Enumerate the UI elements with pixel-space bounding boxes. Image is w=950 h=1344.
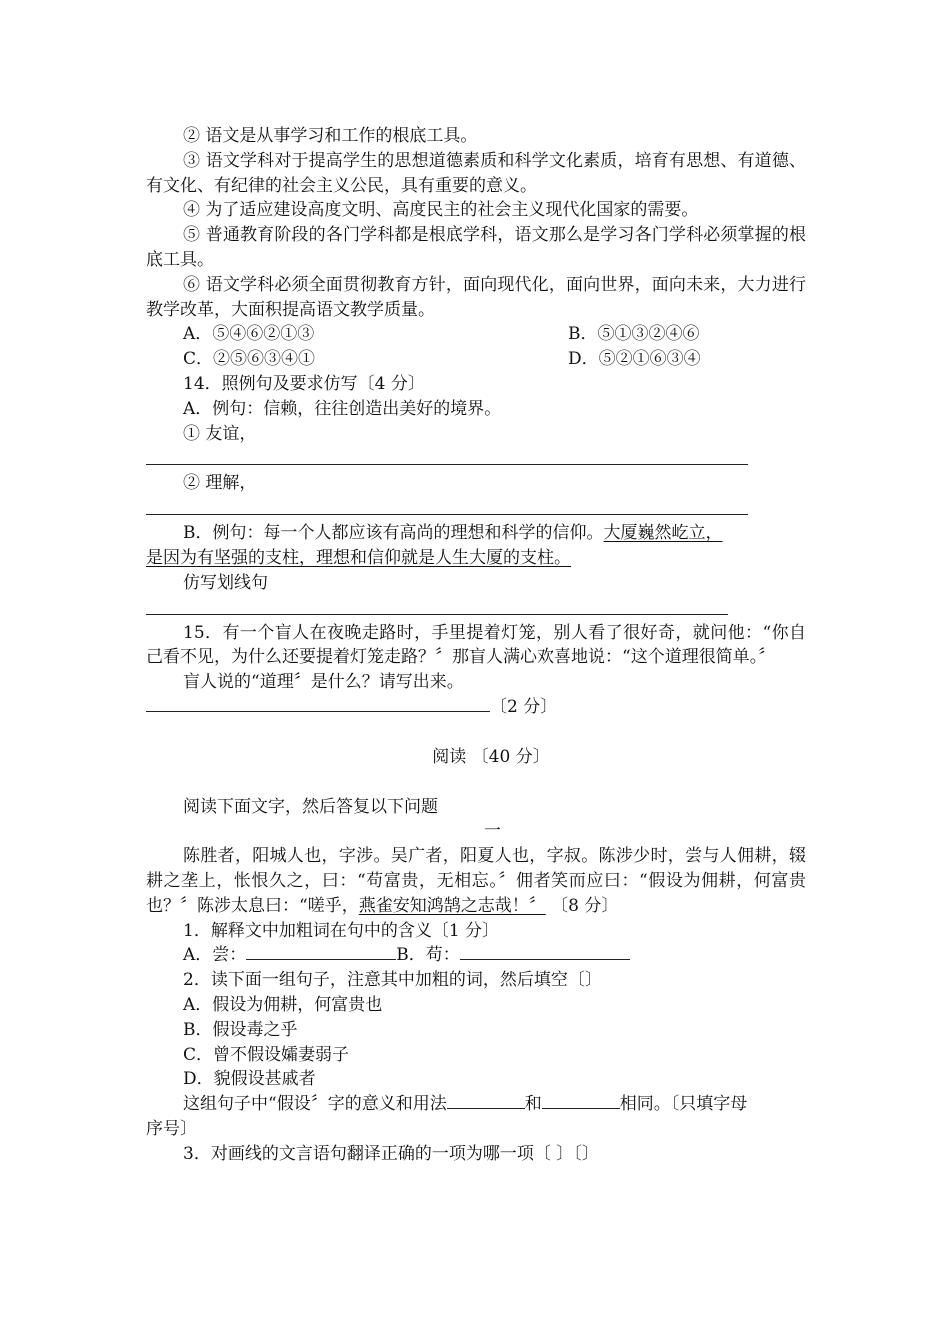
q1-a-blank[interactable] [246,943,396,960]
q2-option-a: A．假设为佣耕，何富贵也 [183,994,383,1015]
q14-b-prompt: 仿写划线句 [183,572,268,593]
q15-text: 15．有一个盲人在夜晚走路时，手里提着灯笼，别人看了很好奇，就问他：“你自己看不见，为什么还要提着灯笼走路？〞那盲人满心欢喜地说：“这个道理很简单。〞 [146,622,806,668]
classical-passage [146,844,806,918]
item-6: ⑥ 语文学科必须全面贯彻教育方针，面向现代化，面向世界，面向未来，大力进行教学改革，大面积提高语文教学质量。 [146,274,806,320]
document-page [146,124,806,1166]
q14-b-underlined-2: 是因为有坚强的支柱，理想和信仰就是人生大厦的支柱。 [146,547,571,568]
passage-underlined: 燕雀安知鸿鹄之志哉！〞 [358,895,546,916]
q15-answer-row [146,695,806,720]
q2-fill-text-2: 和 [524,1094,542,1115]
q14-a-2: ② 理解， [183,473,257,494]
q13-options-row-1 [146,322,806,347]
q15-score: 〔2 分〕 [490,696,558,717]
q13-options-row-2 [146,347,806,372]
q13-option-d[interactable]: D．⑤②①⑥③④ [568,349,701,370]
q14-a-1: ① 友谊， [183,423,257,444]
section-number: 一 [484,821,501,842]
answer-line-b[interactable] [146,613,728,615]
answer-line-a1[interactable] [146,463,748,465]
q13-option-b[interactable]: B．⑤①③②④⑥ [568,324,700,345]
q1-b-blank[interactable] [460,943,630,960]
item-3: ③ 语文学科对于提高学生的思想道德素质和科学文化素质，培育有思想、有道德、有文化、有纪律的社会主义公民，具有重要的意义。 [146,150,806,196]
q14-b-example-cont [146,546,806,571]
q2-fill-text-1: 这组句子中“假设〞字的意义和用法 [183,1094,447,1115]
passage-plain: 陈胜者，阳城人也，字涉。吴广者，阳夏人也，字叔。陈涉少时，尝与人佣耕，辍耕之垄上，怅恨久之，曰：“苟富贵，无相忘。〞佣者笑而应曰：“假设为佣耕，何富贵也？〞陈涉太息曰：“嗟乎， [146,846,806,916]
q14-a-example: A．例句：信赖，往往创造出美好的境界。 [183,398,502,419]
q2-fill-text-3a: 相同。〔只填字母 [619,1094,748,1115]
answer-line-a2[interactable] [146,513,748,515]
item-4: ④ 为了适应建设高度文明、高度民主的社会主义现代化国家的需要。 [183,200,699,221]
reading-heading: 阅读 〔40 分〕 [432,746,550,767]
q15-answer-blank[interactable] [146,695,490,712]
reading-instruction: 阅读下面文字，然后答复以下问题 [183,796,438,817]
q2-fill-line [146,1092,806,1117]
q2-fill-line-cont: 序号〕 [146,1118,197,1139]
q2-blank-1[interactable] [447,1092,525,1109]
q1-b-label: B．苟： [396,945,460,966]
q2-title: 2．读下面一组句子，注意其中加粗的词，然后填空〔〕 [183,970,602,991]
passage-score: 〔8 分〕 [551,895,619,916]
q13-option-a[interactable]: A．⑤④⑥②①③ [183,324,315,345]
q1-title: 1．解释文中加粗词在句中的含义〔1 分〕 [183,920,500,941]
q2-option-c: C．曾不假设孀妻弱子 [183,1044,350,1065]
q13-option-c[interactable]: C．②⑤⑥③④① [183,349,316,370]
q3-title: 3．对画线的文言语句翻译正确的一项为哪一项〔 〕〔〕 [183,1143,599,1164]
q1-a-label: A．尝： [183,945,247,966]
q2-option-b: B．假设毒之乎 [183,1019,298,1040]
q15-question: 盲人说的“道理〞是什么？请写出来。 [183,672,464,693]
item-5: ⑤ 普通教育阶段的各门学科都是根底学科，语文那么是学习各门学科必须掌握的根底工具。 [146,225,806,270]
q14-b-underlined-1: 大厦巍然屹立， [603,523,723,544]
q2-blank-2[interactable] [542,1092,620,1109]
q2-option-d: D．貌假设甚戚者 [183,1069,316,1090]
q14-b-plain: B．例句：每一个人都应该有高尚的理想和科学的信仰。 [183,523,604,544]
q14-title: 14．照例句及要求仿写〔4 分〕 [183,373,425,394]
q1-answers [146,943,806,968]
q14-b-example [146,521,806,546]
item-2: ② 语文是从事学习和工作的根底工具。 [183,126,478,146]
